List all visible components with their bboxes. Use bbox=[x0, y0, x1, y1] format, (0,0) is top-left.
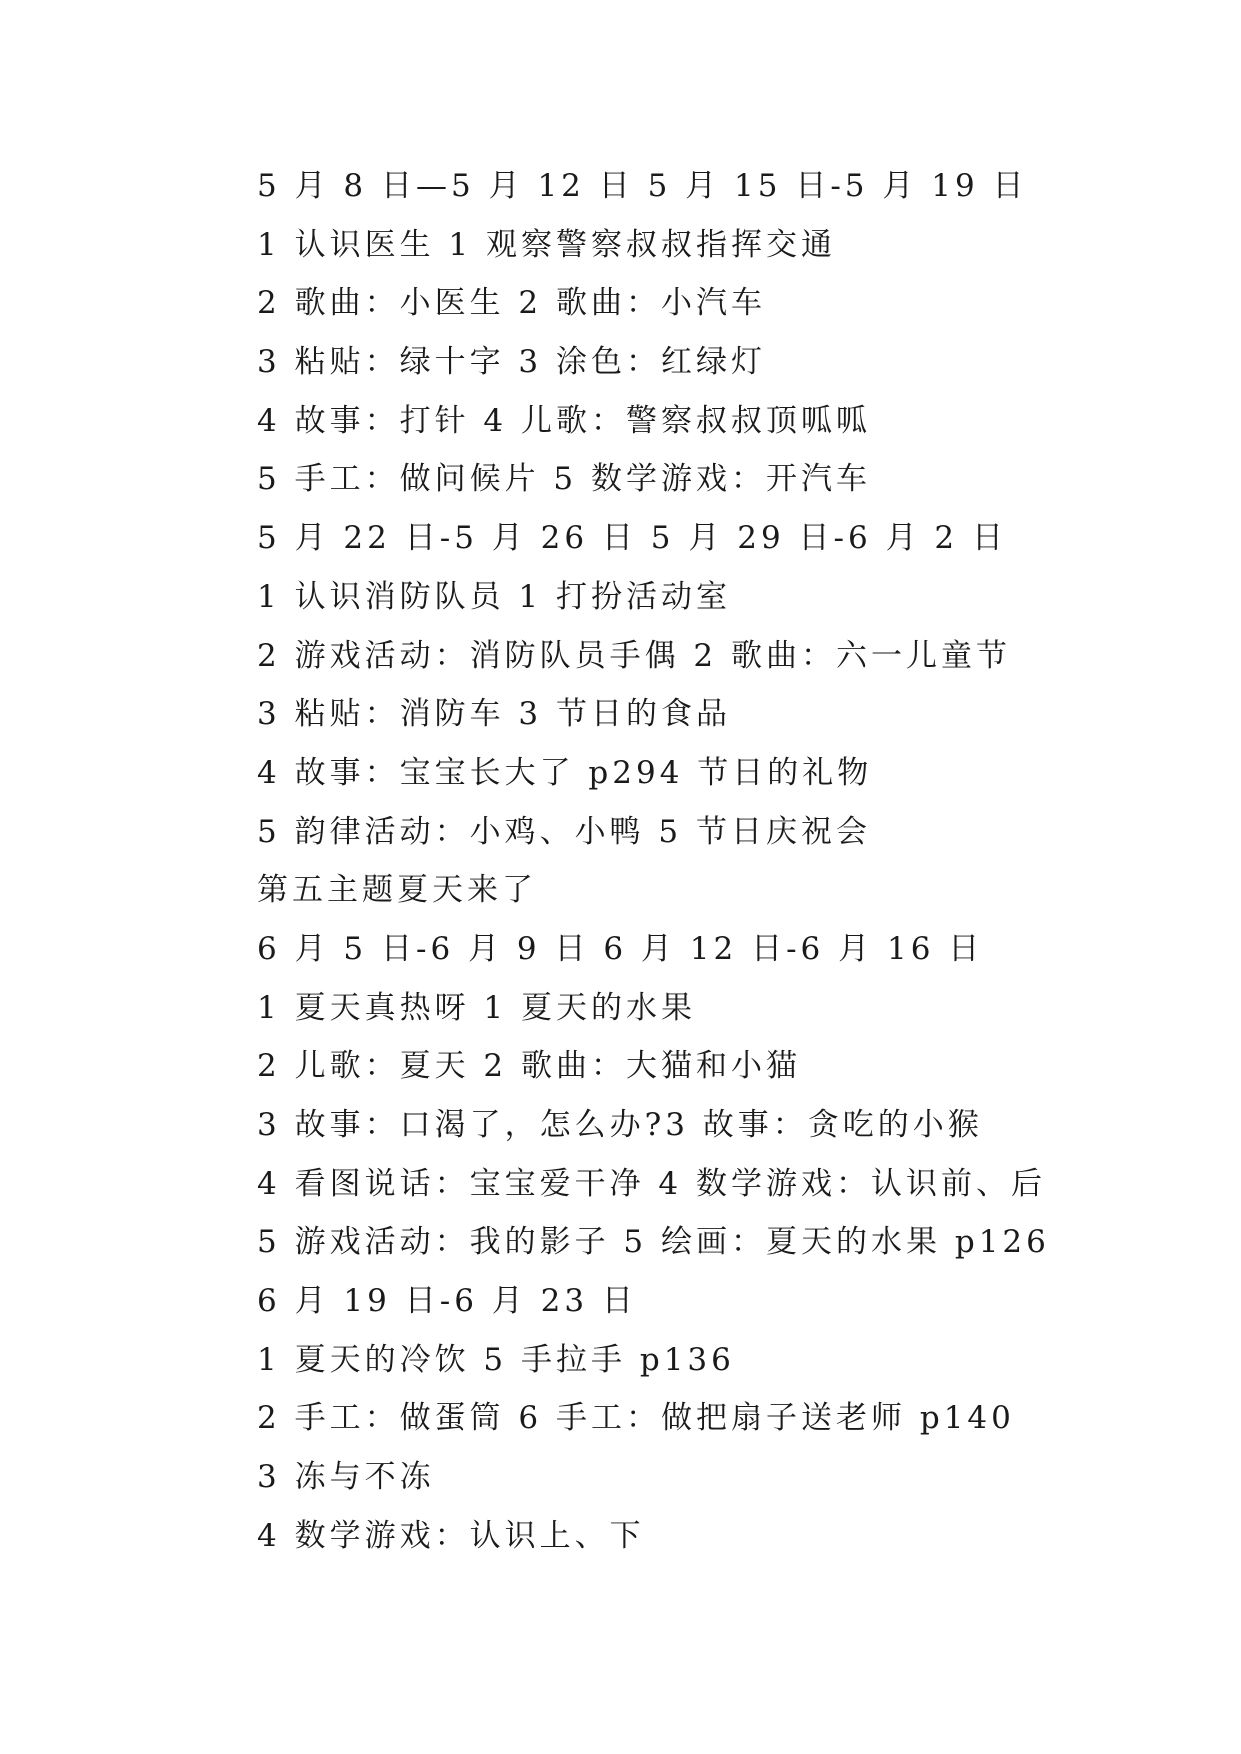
text-line: 1 夏天真热呀 1 夏天的水果 bbox=[257, 989, 697, 1026]
text-line: 5 游戏活动：我的影子 5 绘画：夏天的水果 p126 bbox=[257, 1224, 1050, 1261]
text-line: 3 粘贴：消防车 3 节日的食品 bbox=[257, 696, 732, 733]
text-line: 3 故事：口渴了，怎么办?3 故事：贪吃的小猴 bbox=[257, 1107, 983, 1143]
text-line: 1 认识消防队员 1 打扮活动室 bbox=[257, 578, 732, 615]
schedule-week-header: 6 月 5 日-6 月 9 日 6 月 12 日-6 月 16 日 bbox=[257, 930, 984, 967]
schedule-week-header: 6 月 19 日-6 月 23 日 bbox=[257, 1283, 637, 1320]
theme-heading: 第五主题夏天来了 bbox=[257, 872, 537, 909]
schedule-week-header: 5 月 8 日—5 月 12 日 5 月 15 日-5 月 19 日 bbox=[257, 168, 1028, 204]
text-line: 2 游戏活动：消防队员手偶 2 歌曲：六一儿童节 bbox=[257, 637, 1012, 674]
text-line: 1 夏天的冷饮 5 手拉手 p136 bbox=[257, 1341, 735, 1378]
document-body bbox=[257, 157, 1157, 1566]
text-line: 4 故事：打针 4 儿歌：警察叔叔顶呱呱 bbox=[257, 402, 872, 439]
text-line: 2 手工：做蛋筒 6 手工：做把扇子送老师 p140 bbox=[257, 1400, 1015, 1437]
text-line: 5 手工：做问候片 5 数学游戏：开汽车 bbox=[257, 461, 872, 498]
text-line: 2 歌曲：小医生 2 歌曲：小汽车 bbox=[257, 285, 767, 322]
text-line: 2 儿歌：夏天 2 歌曲：大猫和小猫 bbox=[257, 1048, 802, 1085]
schedule-week-header: 5 月 22 日-5 月 26 日 5 月 29 日-6 月 2 日 bbox=[257, 520, 1008, 557]
text-line: 4 看图说话：宝宝爱干净 4 数学游戏：认识前、后 bbox=[257, 1165, 1047, 1202]
text-line: 4 故事：宝宝长大了 p294 节日的礼物 bbox=[257, 754, 873, 791]
text-line: 4 数学游戏：认识上、下 bbox=[257, 1517, 645, 1554]
text-line: 3 粘贴：绿十字 3 涂色：红绿灯 bbox=[257, 344, 767, 381]
text-line: 3 冻与不冻 bbox=[257, 1459, 435, 1496]
text-line: 5 韵律活动：小鸡、小鸭 5 节日庆祝会 bbox=[257, 813, 872, 850]
text-line: 1 认识医生 1 观察警察叔叔指挥交通 bbox=[257, 226, 837, 263]
